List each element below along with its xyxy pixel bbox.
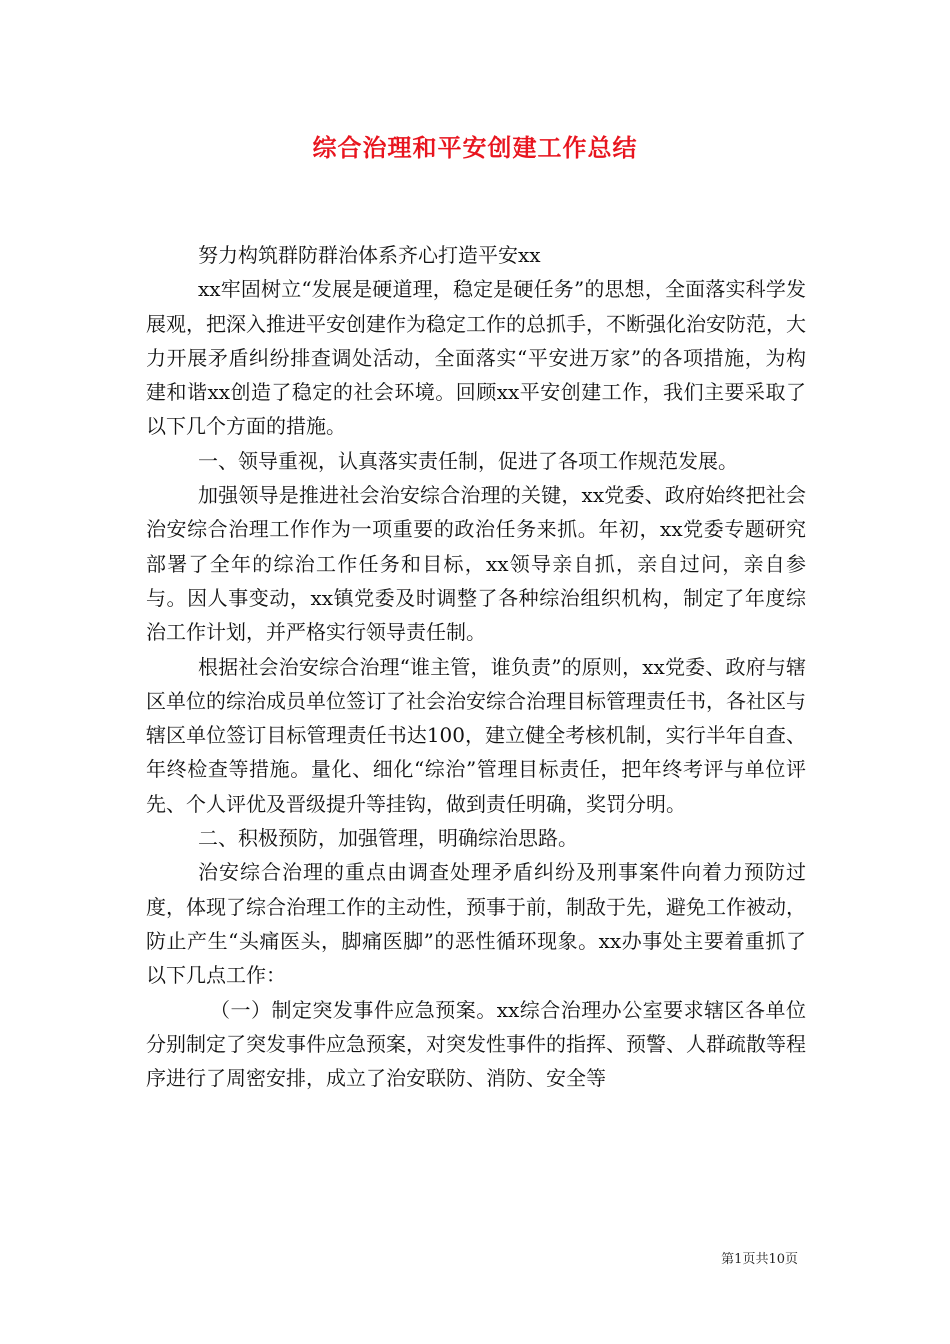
paragraph-emergency-plan: （一）制定突发事件应急预案。xx综合治理办公室要求辖区各单位分别制定了突发事件应急预案，对突发性事件的指挥、预警、人群疏散等程序进行了周密安排，成立了治安联防、消防、安全等 — [146, 997, 806, 1091]
paragraph-prevention: 治安综合治理的重点由调查处理矛盾纠纷及刑事案件向着力预防过度，体现了综合治理工作的主动性，预事于前，制敌于先，避免工作被动，防止产生“头痛医头，脚痛医脚”的恶性循环现象。xx办事处主要着重抓了以下几点工作： — [146, 860, 806, 988]
document-title: 综合治理和平安创建工作总结 — [312, 133, 638, 162]
paragraph-intro: xx牢固树立“发展是硬道理，稳定是硬任务”的思想，全面落实科学发展观，把深入推进平安创建作为稳定工作的总抓手，不断强化治安防范，大力开展矛盾纠纷排查调处活动，全面落实“平安进万家”的各项措施，为构建和谐xx创造了稳定的社会环境。回顾xx平安创建工作，我们主要采取了以下几个方面的措施。 — [146, 277, 806, 439]
section-heading-2: 二、积极预防，加强管理，明确综治思路。 — [198, 826, 578, 851]
section-heading-1: 一、领导重视，认真落实责任制，促进了各项工作规范发展。 — [198, 448, 738, 473]
page-number: 第1页共10页 — [721, 1252, 798, 1267]
paragraph-leadership: 加强领导是推进社会治安综合治理的关键，xx党委、政府始终把社会治安综合治理工作作为一项重要的政治任务来抓。年初，xx党委专题研究部署了全年的综治工作任务和目标，xx领导亲自抓，亲自过问，亲自参与。因人事变动，xx镇党委及时调整了各种综治组织机构，制定了年度综治工作计划，并严格实行领导责任制。 — [146, 483, 806, 645]
paragraph-subtitle: 努力构筑群防群治体系齐心打造平安xx — [198, 243, 541, 267]
paragraph-responsibility: 根据社会治安综合治理“谁主管，谁负责”的原则，xx党委、政府与辖区单位的综治成员单位签订了社会治安综合治理目标管理责任书，各社区与辖区单位签订目标管理责任书达100，建立健全考核机制，实行半年自查、年终检查等措施。量化、细化“综治”管理目标责任，把年终考评与单位评先、个人评优及晋级提升等挂钩，做到责任明确，奖罚分明。 — [146, 654, 806, 816]
document-body — [146, 238, 806, 1095]
